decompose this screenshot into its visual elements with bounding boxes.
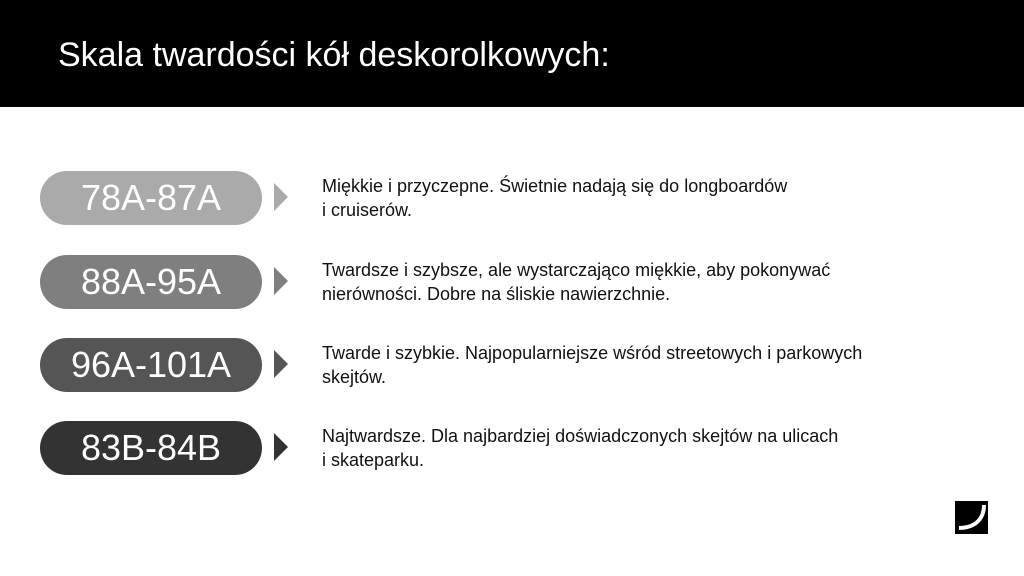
hardness-badge: 83B-84B (40, 421, 262, 475)
description-line: skejtów. (322, 367, 387, 387)
triangle-right-icon (274, 350, 288, 378)
header-bar (0, 0, 1024, 107)
hardness-row-4 (40, 421, 980, 475)
hardness-row-1 (40, 171, 980, 225)
triangle-right-icon (274, 267, 288, 295)
description-line: i skateparku. (322, 450, 425, 470)
hardness-description (322, 174, 982, 222)
description-line: Twarde i szybkie. Najpopularniejsze wśród streetowych i parkowych (322, 343, 863, 363)
hardness-description (322, 341, 982, 389)
hardness-badge: 78A-87A (40, 171, 262, 225)
brand-logo-icon-graphic (955, 501, 988, 534)
brand-logo-icon (955, 501, 988, 534)
description-line: Najtwardsze. Dla najbardziej doświadczonych skejtów na ulicach (322, 426, 839, 446)
page-title: Skala twardości kół deskorolkowych: (58, 36, 610, 74)
description-line: nierówności. Dobre na śliskie nawierzchnie. (322, 284, 671, 304)
description-line: Miękkie i przyczepne. Świetnie nadają się do longboardów (322, 176, 788, 196)
hardness-description (322, 258, 982, 306)
description-line: Twardsze i szybsze, ale wystarczająco miękkie, aby pokonywać (322, 260, 831, 280)
hardness-row-2 (40, 255, 980, 309)
hardness-description (322, 424, 982, 472)
hardness-row-3 (40, 338, 980, 392)
hardness-badge: 88A-95A (40, 255, 262, 309)
triangle-right-icon (274, 433, 288, 461)
hardness-badge: 96A-101A (40, 338, 262, 392)
description-line: i cruiserów. (322, 200, 413, 220)
triangle-right-icon (274, 183, 288, 211)
